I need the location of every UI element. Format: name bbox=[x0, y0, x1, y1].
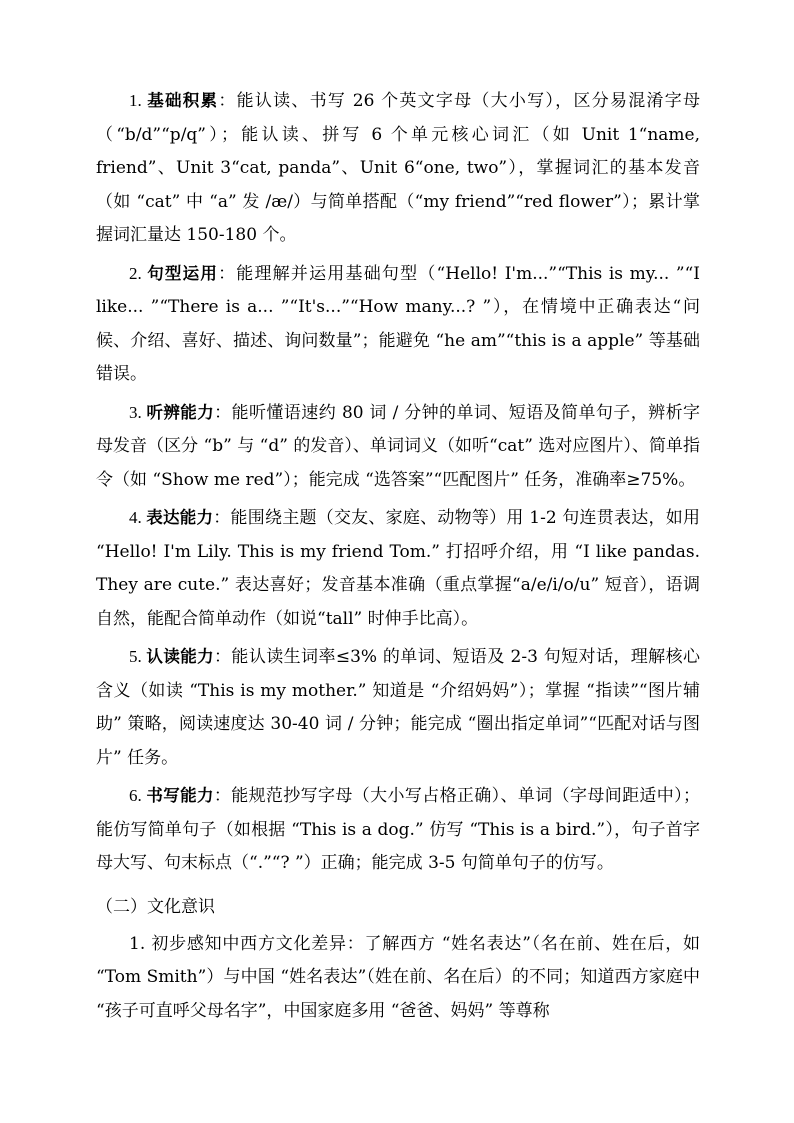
paragraph-listening bbox=[96, 396, 700, 498]
paragraph-body: ：能听懂语速约 80 词 / 分钟的单词、短语及简单句子，辨析字母发音（区分 “b” 与 “d” 的发音）、单词词义（如听“cat” 选对应图片）、简单指令（如 “Show me red”）；能完成 “选答案”“匹配图片” 任务，准确率≥75%。 bbox=[96, 402, 701, 490]
paragraph-number: 2. bbox=[129, 263, 148, 283]
section-title-culture: （二）文化意识 bbox=[96, 896, 215, 917]
paragraph-heading: 表达能力 bbox=[146, 508, 214, 527]
paragraph-number: 1. bbox=[129, 91, 148, 110]
paragraph-heading: 句型运用 bbox=[147, 263, 219, 283]
document-page bbox=[96, 84, 700, 1032]
paragraph-number: 3. bbox=[129, 402, 147, 422]
paragraph-body: ：能规范抄写字母（大小写占格正确）、单词（字母间距适中）；能仿写简单句子（如根据 “This is a dog.” 仿写 “This is a bird.”），句子首字母大写、句末标点（“.”“? ”）正确；能完成 3-5 句简单句子的仿写。 bbox=[96, 786, 701, 873]
paragraph-culture: 1. 初步感知中西方文化差异：了解西方 “姓名表达”（名在前、姓在后，如 “Tom Smith”）与中国 “姓名表达”（姓在前、名在后）的不同；知道西方家庭中 “孩子可直呼父母名字”，中国家庭多用 “爸爸、妈妈” 等尊称 bbox=[96, 933, 700, 1021]
paragraph-reading bbox=[96, 640, 700, 775]
paragraph-number: 5. bbox=[129, 647, 147, 666]
paragraph-number: 6. bbox=[129, 786, 147, 805]
paragraph-body: ：能理解并运用基础句型（“Hello! I'm...”“This is my... ”“I like... ”“There is a... ”“It's...”“How many...? ”），在情境中正确表达“问候、介绍、喜好、描述、询问数量”；能避免 “he am”“this is a apple” 等基础错误。 bbox=[96, 263, 701, 384]
paragraph-heading: 认读能力 bbox=[146, 647, 215, 666]
paragraph-number: 4. bbox=[129, 508, 147, 527]
paragraph-body: ：能认读生词率≤3% 的单词、短语及 2-3 句短对话，理解核心含义（如读 “This is my mother.” 知道是 “介绍妈妈”）；掌握 “指读”“图片辅助” 策略，阅读速度达 30-40 词 / 分钟；能完成 “圈出指定单词”“匹配对话与图片” 任务。 bbox=[96, 647, 700, 768]
paragraph-heading: 基础积累 bbox=[147, 91, 219, 110]
paragraph-speaking bbox=[96, 501, 700, 636]
paragraph-sentence-patterns bbox=[96, 257, 700, 392]
paragraph-body: ：能围绕主题（交友、家庭、动物等）用 1-2 句连贯表达，如用 “Hello! I'm Lily. This is my friend Tom.” 打招呼介绍，用 “I like pandas. They are cute.” 表达喜好；发音基本准确（重点掌握“a/e/i/o/u” 短音），语调自然，能配合简单动作（如说“tall” 时伸手比高）。 bbox=[96, 508, 701, 629]
paragraph-writing bbox=[96, 779, 700, 881]
paragraph-heading: 书写能力 bbox=[146, 786, 214, 805]
paragraph-body: ：能认读、书写 26 个英文字母（大小写），区分易混淆字母（“b/d”“p/q”）；能认读、拼写 6 个单元核心词汇（如 Unit 1“name, friend”、Unit 3“cat, panda”、Unit 6“one, two”），掌握词汇的基本发音（如 “cat” 中 “a” 发 /æ/）与简单搭配（“my friend”“red flower”）；累计掌握词汇量达 150-180 个。 bbox=[96, 91, 700, 245]
paragraph-vocabulary bbox=[96, 84, 700, 253]
paragraph-heading: 听辨能力 bbox=[146, 402, 215, 422]
